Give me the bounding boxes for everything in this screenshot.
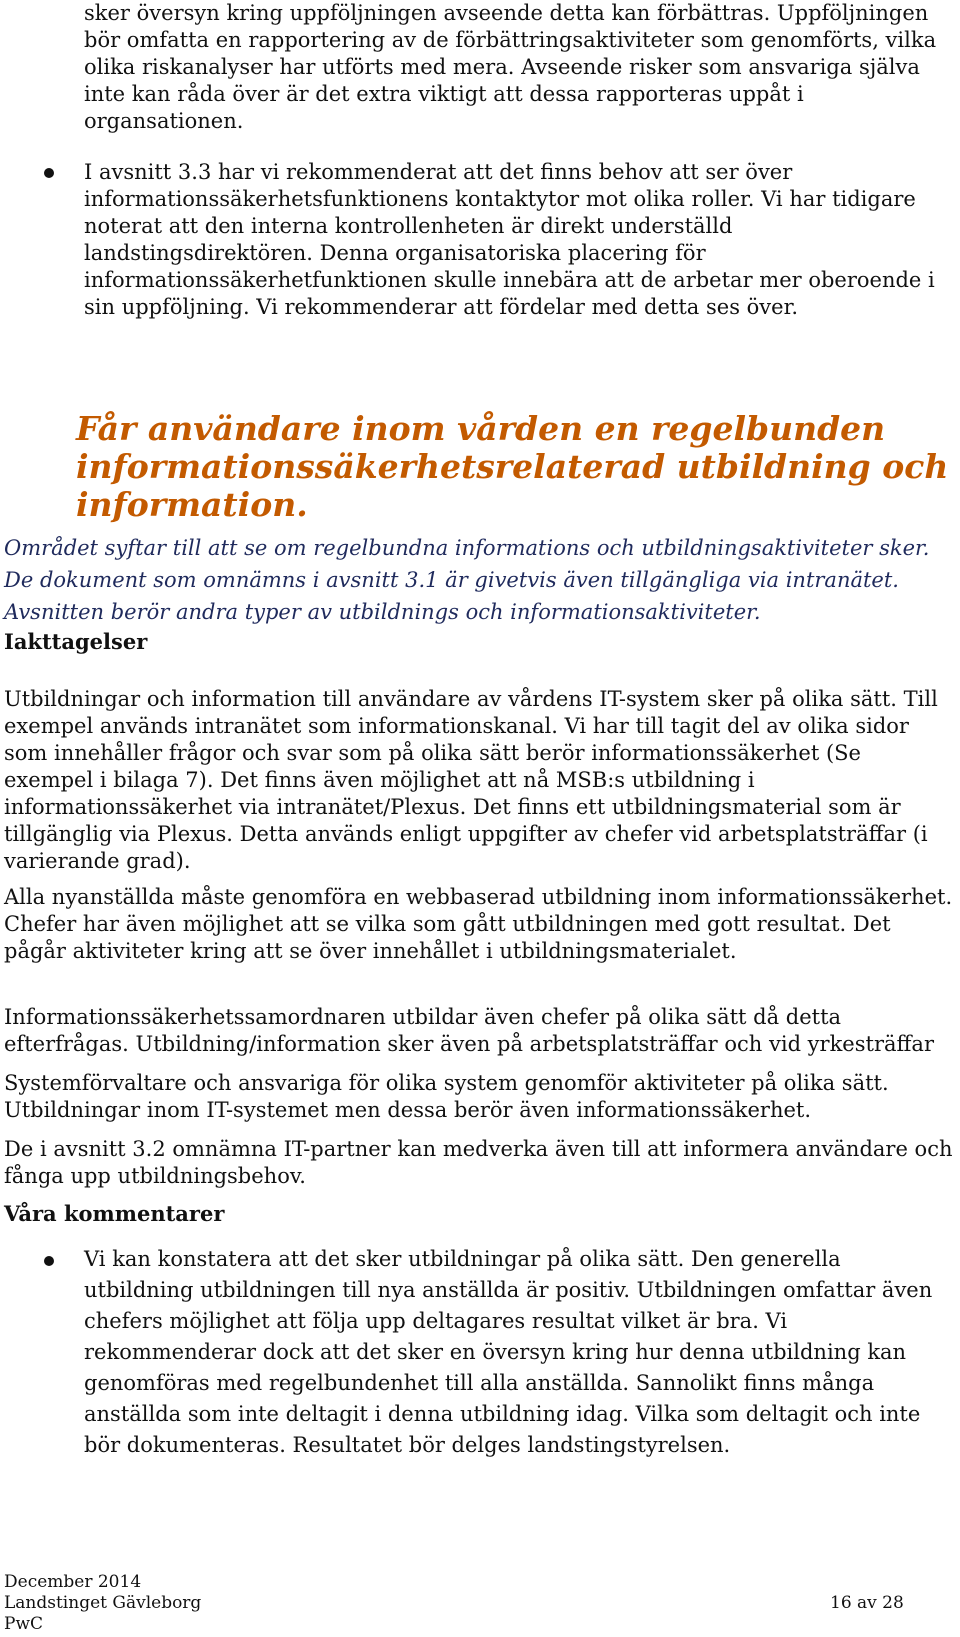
bullet-continuation: sker översyn kring uppföljningen avseende detta kan förbättras. Uppföljningen bör omfatta en rapportering av de förbättringsaktiviteter som genomförts, vilka olika riskanalyser har utförts med mera. Avseende risker som ansvariga själva inte kan råda över är det extra viktigt att dessa rapporteras uppåt i organsationen.: [84, 1, 937, 133]
footer-organization: Landstinget Gävleborg: [4, 1593, 202, 1613]
comments-heading: Våra kommentarer: [4, 1201, 225, 1226]
bullet-recommendation-3-3: I avsnitt 3.3 har vi rekommenderat att det finns behov att ser över informationssäkerhetsfunktionens kontaktytor mot olika roller. Vi har tidigare noterat att den interna kontrollenheten är direkt underställd landstingsdirektören. Denna organisatoriska placering för informationssäkerhetfunktionen skulle innebära att de arbetar mer oberoende i sin uppföljning. Vi rekommenderar att fördelar med detta ses över.: [84, 160, 935, 319]
section-number: [4, 410, 76, 448]
observations-heading: Iakttagelser: [4, 629, 148, 654]
observation-paragraph-4: Systemförvaltare och ansvariga för olika system genomför aktiviteter på olika sätt. Utbildningar inom IT-systemet men dessa berör även informationssäkerhet.: [4, 1071, 889, 1122]
section-title: Får användare inom vården en regelbunden informationssäkerhetsrelaterad utbildning och information.: [76, 409, 949, 524]
observation-paragraph-3: Informationssäkerhetssamordnaren utbildar även chefer på olika sätt då detta efterfrågas. Utbildning/information sker även på arbetsplatsträffar och vid yrkesträffar: [4, 1005, 934, 1056]
observation-paragraph-1: Utbildningar och information till användare av vårdens IT-system sker på olika sätt. Till exempel används intranätet som informationskanal. Vi har till tagit del av olika sidor som innehåller frågor och svar som på olika sätt berör informationssäkerhet (Se exempel i bilaga 7). Det finns även möjlighet att nå MSB:s utbildning i informationssäkerhet via intranätet/Plexus. Det finns ett utbildningsmaterial som är tillgänglig via Plexus. Detta används enligt uppgifter av chefer vid arbetsplatsträffar (i varierande grad).: [4, 687, 938, 873]
observation-paragraph-2: Alla nyanställda måste genomföra en webbaserad utbildning inom informationssäkerhet. Chefer har även möjlighet att se vilka som gått utbildningen med gott resultat. Det pågår aktiviteter kring att se över innehållet i utbildningsmaterialet.: [4, 885, 953, 963]
page-footer: [4, 1572, 954, 1635]
section-intro: Området syftar till att se om regelbundna informations och utbildningsaktiviteter sker. De dokument som omnämns i avsnitt 3.1 är givetvis även tillgängliga via intranätet. Avsnitten berör andra typer av utbildnings och informationsaktiviteter.: [4, 536, 930, 624]
bullet-dot: [44, 1256, 54, 1266]
page-number: 16 av 28: [830, 1593, 904, 1613]
observation-paragraph-5: De i avsnitt 3.2 omnämna IT-partner kan medverka även till att informera användare och fånga upp utbildningsbehov.: [4, 1137, 953, 1188]
footer-date: December 2014: [4, 1572, 142, 1592]
section-heading: [4, 410, 960, 524]
comments-bullet: Vi kan konstatera att det sker utbildningar på olika sätt. Den generella utbildning utbildningen till nya anställda är positiv. Utbildningen omfattar även chefers möjlighet att följa upp deltagares resultat vilket är bra. Vi rekommenderar dock att det sker en översyn kring hur denna utbildning kan genomföras med regelbundenhet till alla anställda. Sannolikt finns många anställda som inte deltagit i denna utbildning idag. Vilka som deltagit och inte bör dokumenteras. Resultatet bör delges landstingstyrelsen.: [84, 1247, 933, 1457]
bullet-dot: [44, 168, 54, 178]
footer-firm: PwC: [4, 1614, 43, 1634]
